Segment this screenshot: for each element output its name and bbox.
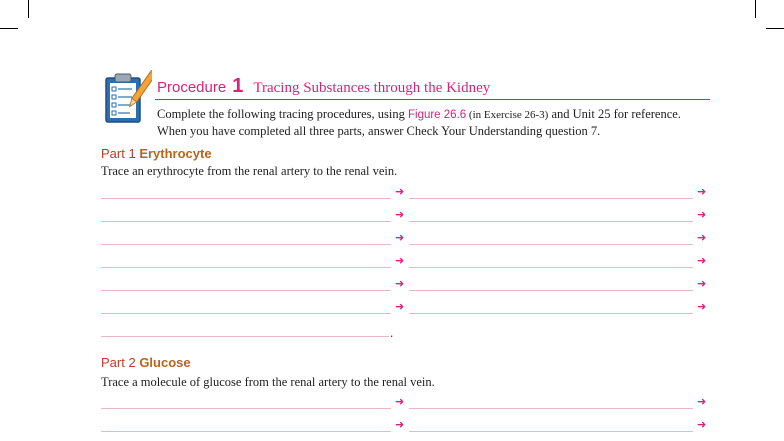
answer-line[interactable] [101, 431, 391, 432]
procedure-intro: Complete the following tracing procedures, using Figure 26.6 (in Exercise 26-3) and Unit 25 for reference. When you have completed all three parts, answer Check Your Understanding question 7. [157, 107, 681, 138]
answer-line[interactable] [101, 267, 391, 268]
answer-line[interactable] [409, 408, 693, 409]
arrow-icon: ➜ [395, 395, 405, 408]
part-1-name: Erythrocyte [139, 146, 212, 161]
part-2-heading: Part 2 Glucose [101, 355, 191, 370]
arrow-icon: ➜ [395, 277, 405, 290]
title-rule [155, 99, 710, 100]
part-1-instruction: Trace an erythrocyte from the renal artery to the renal vein. [101, 164, 398, 178]
crop-mark [0, 28, 18, 29]
answer-line[interactable] [409, 290, 693, 291]
figure-reference: Figure 26.6 [407, 109, 467, 121]
answer-line[interactable] [101, 244, 391, 245]
arrow-icon: ➜ [697, 185, 707, 198]
answer-line[interactable] [409, 267, 693, 268]
answer-line[interactable] [101, 290, 391, 291]
answer-line[interactable] [101, 336, 389, 337]
arrow-icon: ➜ [395, 231, 405, 244]
arrow-icon: ➜ [395, 418, 405, 431]
part-1-heading: Part 1 Erythrocyte [101, 146, 212, 161]
arrow-icon: ➜ [395, 185, 405, 198]
arrow-icon: ➜ [395, 300, 405, 313]
clipboard-pencil-icon [100, 66, 152, 126]
arrow-icon: ➜ [697, 208, 707, 221]
arrow-icon: ➜ [395, 254, 405, 267]
crop-mark [28, 0, 29, 18]
answer-line[interactable] [409, 244, 693, 245]
answer-line[interactable] [101, 221, 391, 222]
arrow-icon: ➜ [697, 300, 707, 313]
crop-mark [766, 28, 784, 29]
final-period: . [390, 325, 394, 340]
answer-line[interactable] [101, 313, 391, 314]
answer-line[interactable] [409, 431, 693, 432]
answer-line[interactable] [409, 198, 693, 199]
answer-line[interactable] [409, 313, 693, 314]
part-2-name: Glucose [139, 355, 191, 370]
arrow-icon: ➜ [697, 418, 707, 431]
answer-line[interactable] [101, 198, 391, 199]
crop-mark [755, 0, 756, 18]
part-2-instruction: Trace a molecule of glucose from the renal artery to the renal vein. [101, 375, 435, 389]
procedure-word: Procedure [157, 79, 227, 96]
arrow-icon: ➜ [697, 254, 707, 267]
arrow-icon: ➜ [395, 208, 405, 221]
answer-line[interactable] [409, 221, 693, 222]
arrow-icon: ➜ [697, 395, 707, 408]
arrow-icon: ➜ [697, 231, 707, 244]
procedure-title-text: Tracing Substances through the Kidney [253, 80, 491, 96]
procedure-number: 1 [232, 75, 244, 97]
answer-line[interactable] [101, 408, 391, 409]
arrow-icon: ➜ [697, 277, 707, 290]
procedure-title [157, 76, 490, 98]
